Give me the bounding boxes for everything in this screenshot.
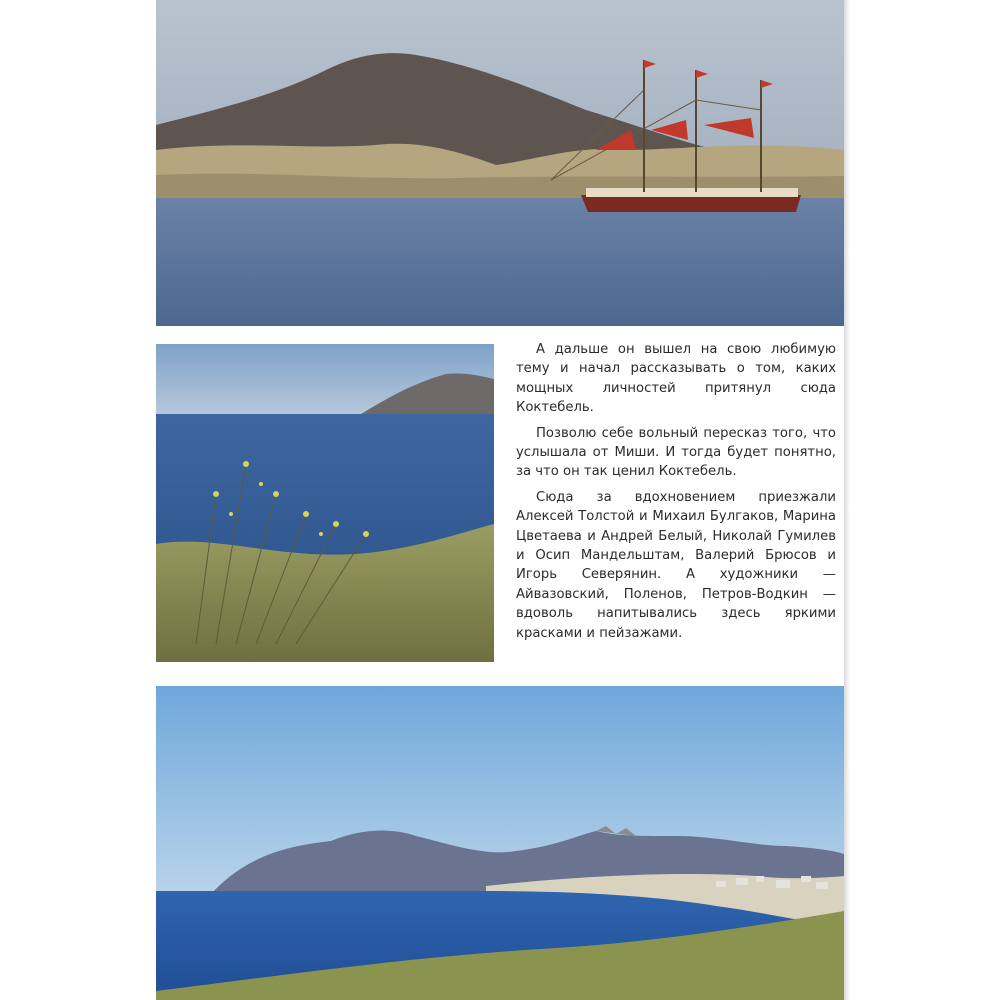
article-text	[516, 340, 836, 649]
article-paragraph: Сюда за вдохновением приезжали Алексей Толстой и Михаил Булгаков, Марина Цветаева и Андрей Белый, Николай Гумилев и Осип Мандельштам, Валерий Брюсов и Игорь Северянин. А художники — Айвазовский, Поленов, Петров-Водкин — вдоволь напитывались здесь яркими красками и пейзажами.	[516, 489, 836, 641]
photo-coast-flowers	[156, 344, 494, 662]
photo-sailship-mountain	[156, 0, 844, 326]
book-page	[156, 0, 844, 1000]
article-paragraph: Позволю себе вольный пересказ того, что услышала от Миши. И тогда будет понятно, за что он так ценил Коктебель.	[516, 425, 836, 480]
page-spine-shadow	[844, 0, 850, 1000]
article-paragraph: А дальше он вышел на свою любимую тему и начал рассказывать о том, каких мощных личностей притянул сюда Коктебель.	[516, 342, 836, 416]
photo-bay-panorama	[156, 686, 844, 1000]
